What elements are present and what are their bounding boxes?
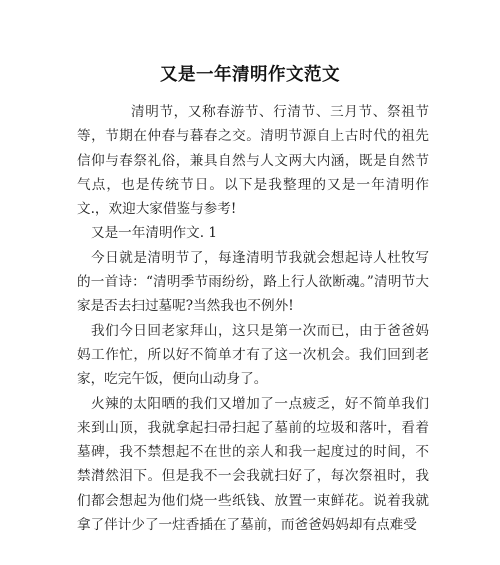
document-title: 又是一年清明作文范文	[160, 65, 340, 85]
body-paragraph: 火辣的太阳晒的我们又增加了一点疲乏，好不简单我们来到山顶，我就拿起扫帚扫起了墓前的垃圾和落叶，看着墓碑，我不禁想起不在世的亲人和我一起度过的时间，不禁潸然泪下。但是我不一会我就扫好了，每次祭祖时，我们都会想起为他们烧一些纸钱、放置一束鲜花。说着我就拿了伴计少了一炷香插在了墓前，而爸爸妈妈却有点难受	[77, 395, 429, 534]
body-paragraph: 今日就是清明节了，每逢清明节我就会想起诗人杜牧写的一首诗：“清明季节雨纷纷，路上行人欲断魂。”清明节大家是否去扫过墓呢?当然我也不例外!	[77, 249, 429, 315]
document-body	[77, 100, 429, 537]
section-heading: 又是一年清明作文. 1	[91, 225, 218, 242]
body-paragraph: 我们今日回老家拜山，这只是第一次而已，由于爸爸妈妈工作忙，所以好不简单才有了这一次机会。我们回到老家，吃完午饭，便向山动身了。	[77, 322, 429, 388]
intro-paragraph: 清明节，又称春游节、行清节、三月节、祭祖节等，节期在仲春与暮春之交。清明节源自上古时代的祖先信仰与春祭礼俗，兼具自然与人文两大内涵，既是自然节气点，也是传统节日。以下是我整理的又是一年清明作文.，欢迎大家借鉴与参考!	[77, 104, 429, 218]
